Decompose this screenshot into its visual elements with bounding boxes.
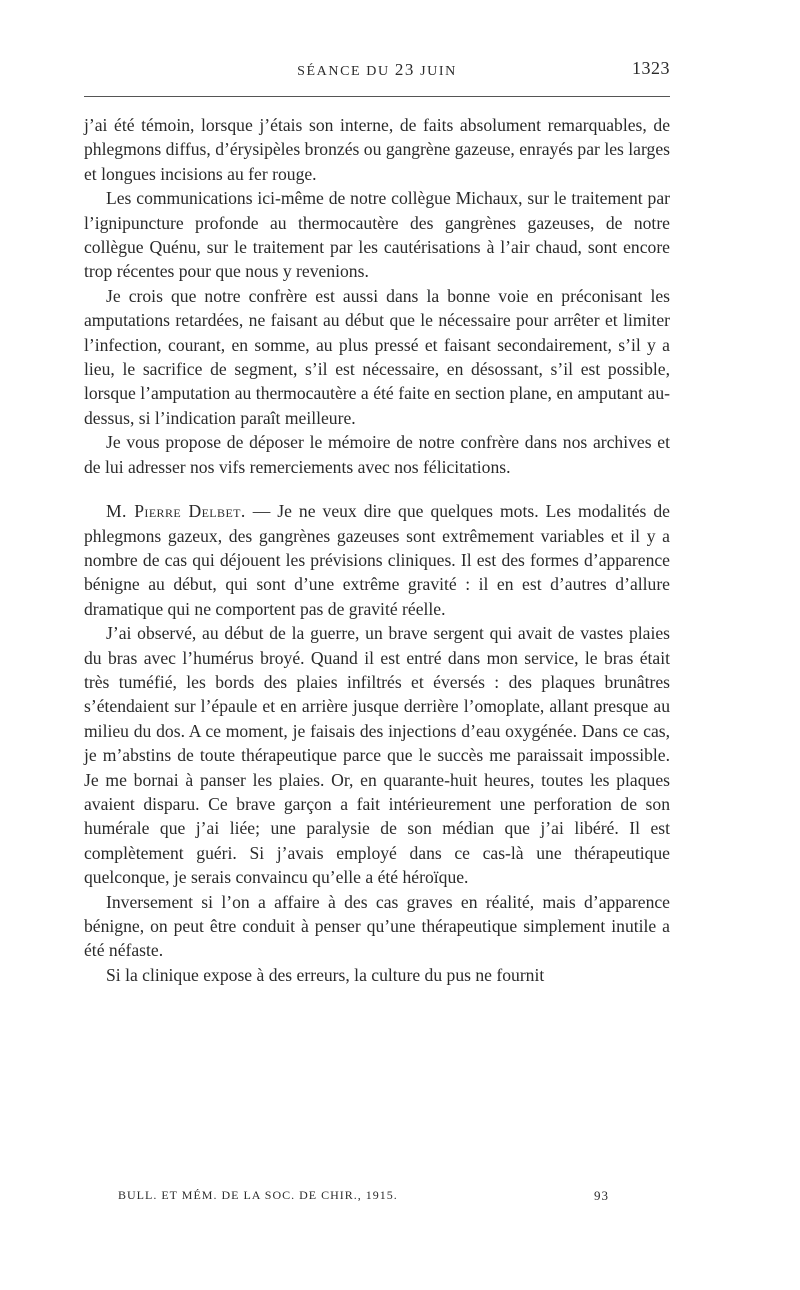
- page-footer: [118, 1188, 618, 1208]
- paragraph-case-report: J’ai observé, au début de la guerre, un brave sergent qui avait de vastes plaies du bras avec l’humérus broyé. Quand il est entré dans mon service, le bras était très tuméfié, les bords des plaies infiltrés et éversés : des plaques brunâtres s’étendaient sur l’épaule et en arrière jusque derrière l’omoplate, allant presque au milieu du dos. A ce moment, je faisais des injections d’eau oxygénée. Dans ce cas, je m’abstins de toute thérapeutique parce que le succès me paraissait impossible. Je me bornai à panser les plaies. Or, en quarante-huit heures, toutes les plaques avaient disparu. Ce brave garçon a fait intérieurement une perforation de son humérale que j’ai liée; une paralysie de son médian que j’ai libéré. Il est complètement guéri. Si j’avais employé dans ce cas-là une thérapeutique quelconque, je serais convaincu qu’elle a été héroïque.: [84, 623, 670, 888]
- paragraph-inversement: Inversement si l’on a affaire à des cas graves en réalité, mais d’apparence bénigne, on peut être conduit à penser qu’une thérapeutique simplement inutile a été néfaste.: [84, 891, 670, 961]
- paragraph-continuation: j’ai été témoin, lorsque j’étais son interne, de faits absolument remarquables, de phlegmons diffus, d’érysipèles bronzés ou gangrène gazeuse, enrayés par les larges et longues incisions au fer rouge.: [84, 115, 670, 184]
- paragraph-proposal: Je vous propose de déposer le mémoire de notre confrère dans nos archives et de lui adresser nos vifs remerciements avec nos félicitations.: [84, 432, 670, 477]
- header-title-suffix: JUIN: [415, 64, 457, 79]
- footer-signature: 93: [594, 1188, 609, 1203]
- body-text: [84, 113, 670, 987]
- header-title: [84, 60, 670, 80]
- paragraph-delbet-opening: [84, 499, 670, 621]
- header-rule: [84, 96, 670, 97]
- header-title-day: 23: [394, 60, 416, 79]
- delbet-opening-text: — Je ne veux dire que quelques mots. Les modalités de phlegmons gazeux, des gangrènes gazeuses sont extrêmement variables et il y a nombre de cas qui déjouent les prévisions cliniques. Il est des formes d’apparence bénigne au début, qui sont d’une extrême gravité : il en est d’autres d’allure dramatique qui ne comportent pas de gravité réelle.: [84, 501, 670, 619]
- paragraph-amputations: Je crois que notre confrère est aussi dans la bonne voie en préconisant les amputations retardées, ne faisant au début que le nécessaire pour arrêter et limiter l’infection, courant, en somme, au plus pressé et faisant secondairement, s’il y a lieu, le sacrifice de segment, s’il est nécessaire, en désossant, s’il est possible, lorsque l’amputation au thermocautère a été faite en section plane, en amputant au-dessus, si l’indication paraît meilleure.: [84, 285, 670, 428]
- footer-reference: BULL. ET MÉM. DE LA SOC. DE CHIR., 1915.: [118, 1188, 398, 1202]
- paragraph-communications: Les communications ici-même de notre collègue Michaux, sur le traitement par l’ignipuncture profonde au thermocautère des gangrènes gazeuses, de notre collègue Quénu, sur le traitement par les cautérisations à l’air chaud, sont encore trop récentes pour que nous y revenions.: [84, 188, 670, 282]
- running-header: [84, 58, 670, 84]
- page-number: 1323: [632, 58, 670, 78]
- paragraph-clinique: Si la clinique expose à des erreurs, la culture du pus ne fournit: [106, 964, 545, 985]
- speaker-name: M. Pierre Delbet.: [106, 501, 246, 522]
- header-title-prefix: SÉANCE DU: [297, 64, 395, 79]
